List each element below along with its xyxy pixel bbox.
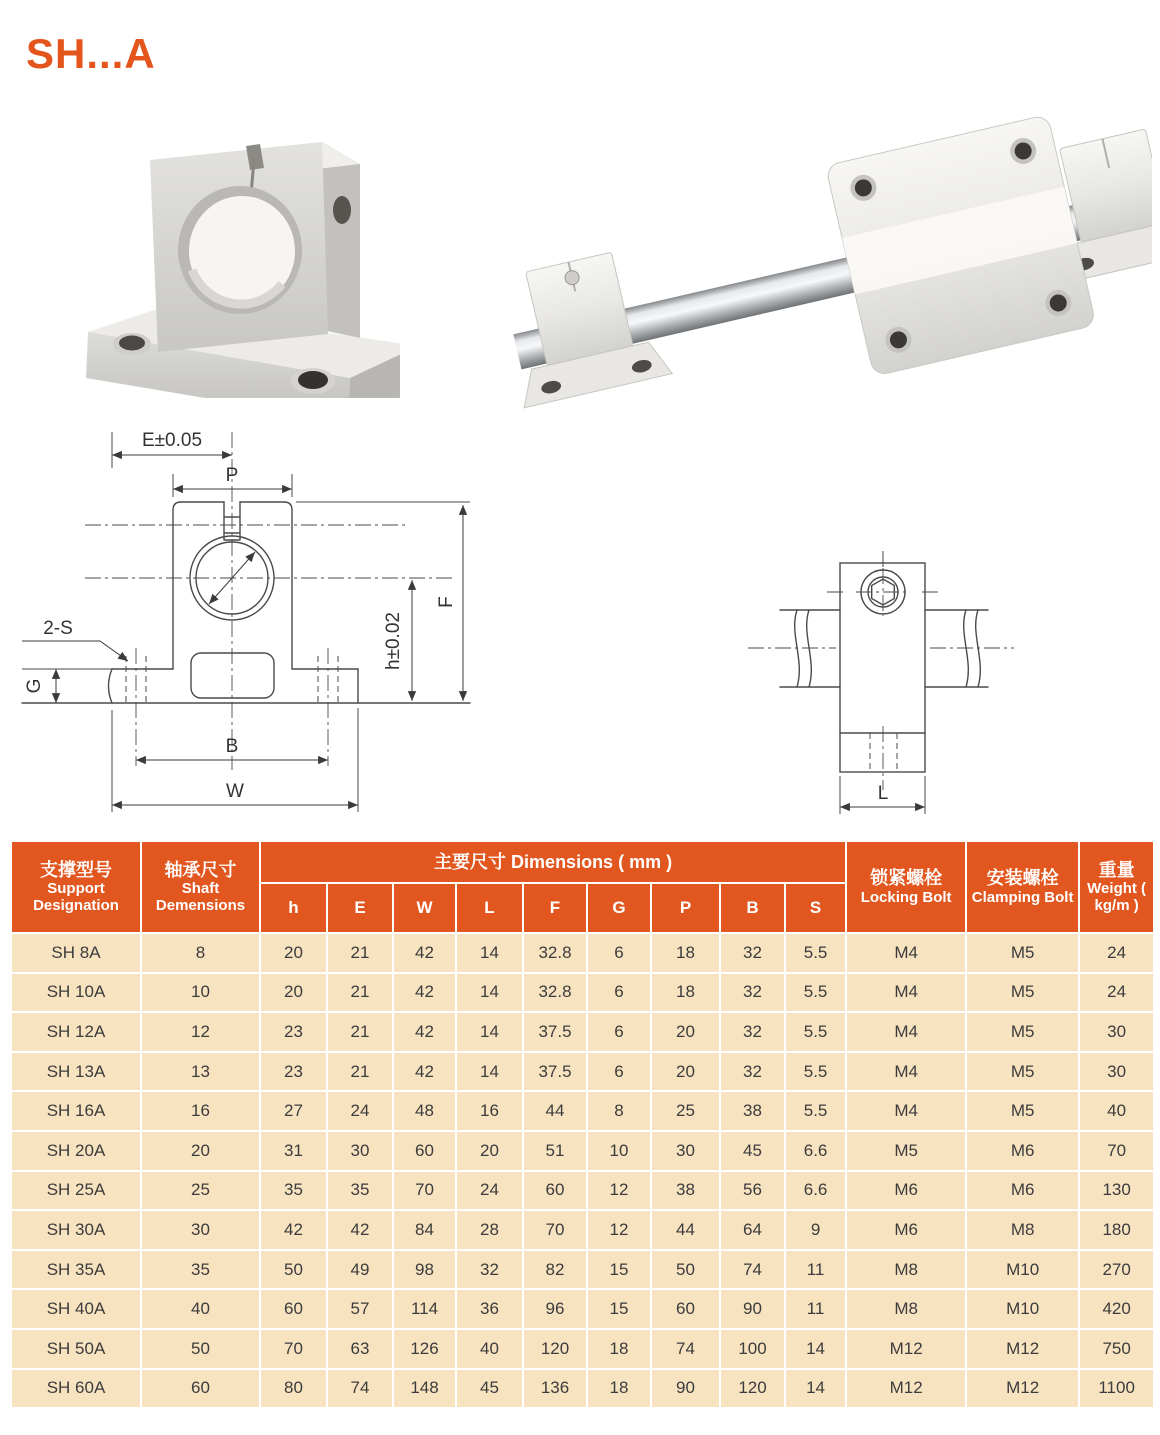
header-weight-en: Weight ( kg/m ) bbox=[1087, 880, 1147, 915]
value-cell: 48 bbox=[393, 1091, 456, 1131]
value-cell: 49 bbox=[327, 1250, 393, 1290]
model-cell: SH 13A bbox=[11, 1052, 141, 1092]
page-title: SH...A bbox=[26, 30, 156, 77]
table-row bbox=[11, 973, 1154, 1013]
value-cell: 10 bbox=[141, 973, 260, 1013]
value-cell: 14 bbox=[785, 1369, 846, 1409]
header-col-w: W bbox=[393, 883, 456, 933]
value-cell: M5 bbox=[966, 1012, 1079, 1052]
value-cell: 270 bbox=[1079, 1250, 1154, 1290]
header-col-b: B bbox=[720, 883, 785, 933]
value-cell: M6 bbox=[966, 1131, 1079, 1171]
value-cell: 44 bbox=[651, 1210, 720, 1250]
technical-drawing bbox=[0, 400, 1160, 835]
table-row bbox=[11, 1329, 1154, 1369]
value-cell: 44 bbox=[523, 1091, 587, 1131]
spec-table bbox=[10, 840, 1155, 1409]
value-cell: 42 bbox=[393, 973, 456, 1013]
header-col-l: L bbox=[456, 883, 523, 933]
model-cell: SH 60A bbox=[11, 1369, 141, 1409]
value-cell: 8 bbox=[141, 933, 260, 973]
value-cell: 20 bbox=[260, 973, 327, 1013]
value-cell: 21 bbox=[327, 1012, 393, 1052]
value-cell: 20 bbox=[141, 1131, 260, 1171]
value-cell: 42 bbox=[393, 1052, 456, 1092]
value-cell: 60 bbox=[651, 1289, 720, 1329]
value-cell: 750 bbox=[1079, 1329, 1154, 1369]
value-cell: 1100 bbox=[1079, 1369, 1154, 1409]
dim-label-g: G bbox=[24, 678, 45, 694]
value-cell: 74 bbox=[327, 1369, 393, 1409]
value-cell: 90 bbox=[720, 1289, 785, 1329]
value-cell: M4 bbox=[846, 1012, 966, 1052]
value-cell: 80 bbox=[260, 1369, 327, 1409]
value-cell: M4 bbox=[846, 1052, 966, 1092]
value-cell: M5 bbox=[966, 1052, 1079, 1092]
value-cell: 25 bbox=[651, 1091, 720, 1131]
value-cell: M6 bbox=[966, 1171, 1079, 1211]
dim-label-e: E±0.05 bbox=[141, 430, 203, 451]
value-cell: 32 bbox=[720, 1012, 785, 1052]
value-cell: 40 bbox=[141, 1289, 260, 1329]
value-cell: 126 bbox=[393, 1329, 456, 1369]
dim-label-p: P bbox=[225, 465, 239, 486]
value-cell: 90 bbox=[651, 1369, 720, 1409]
value-cell: 10 bbox=[587, 1131, 651, 1171]
value-cell: 14 bbox=[456, 973, 523, 1013]
value-cell: M4 bbox=[846, 973, 966, 1013]
value-cell: M6 bbox=[846, 1171, 966, 1211]
value-cell: 74 bbox=[651, 1329, 720, 1369]
value-cell: 74 bbox=[720, 1250, 785, 1290]
value-cell: 32 bbox=[720, 933, 785, 973]
value-cell: 18 bbox=[651, 933, 720, 973]
value-cell: 45 bbox=[720, 1131, 785, 1171]
value-cell: 70 bbox=[393, 1171, 456, 1211]
value-cell: 40 bbox=[1079, 1091, 1154, 1131]
value-cell: 42 bbox=[327, 1210, 393, 1250]
value-cell: 5.5 bbox=[785, 933, 846, 973]
value-cell: M8 bbox=[846, 1250, 966, 1290]
value-cell: 21 bbox=[327, 1052, 393, 1092]
header-col-g: G bbox=[587, 883, 651, 933]
value-cell: 14 bbox=[456, 1052, 523, 1092]
model-cell: SH 35A bbox=[11, 1250, 141, 1290]
value-cell: 148 bbox=[393, 1369, 456, 1409]
value-cell: 16 bbox=[141, 1091, 260, 1131]
value-cell: 24 bbox=[1079, 933, 1154, 973]
header-shaft-zh: 轴承尺寸 bbox=[164, 859, 237, 880]
value-cell: 25 bbox=[141, 1171, 260, 1211]
header-locking-bolt bbox=[846, 841, 966, 933]
model-cell: SH 12A bbox=[11, 1012, 141, 1052]
header-weight-zh: 重量 bbox=[1098, 859, 1135, 880]
value-cell: 9 bbox=[785, 1210, 846, 1250]
value-cell: 31 bbox=[260, 1131, 327, 1171]
model-cell: SH 20A bbox=[11, 1131, 141, 1171]
value-cell: 35 bbox=[327, 1171, 393, 1211]
value-cell: M5 bbox=[846, 1131, 966, 1171]
value-cell: 11 bbox=[785, 1289, 846, 1329]
header-shaft-en: Shaft Demensions bbox=[155, 880, 246, 915]
value-cell: 16 bbox=[456, 1091, 523, 1131]
value-cell: 420 bbox=[1079, 1289, 1154, 1329]
value-cell: 32 bbox=[720, 1052, 785, 1092]
value-cell: 70 bbox=[523, 1210, 587, 1250]
value-cell: M10 bbox=[966, 1289, 1079, 1329]
value-cell: 6 bbox=[587, 1012, 651, 1052]
model-cell: SH 50A bbox=[11, 1329, 141, 1369]
header-support-en: Support Designation bbox=[33, 880, 119, 915]
value-cell: 6.6 bbox=[785, 1171, 846, 1211]
header-col-e: E bbox=[327, 883, 393, 933]
value-cell: 50 bbox=[651, 1250, 720, 1290]
value-cell: 30 bbox=[651, 1131, 720, 1171]
value-cell: 45 bbox=[456, 1369, 523, 1409]
dim-label-l: L bbox=[877, 783, 889, 804]
value-cell: M12 bbox=[966, 1329, 1079, 1369]
value-cell: 24 bbox=[456, 1171, 523, 1211]
value-cell: 42 bbox=[260, 1210, 327, 1250]
value-cell: 30 bbox=[1079, 1052, 1154, 1092]
value-cell: 96 bbox=[523, 1289, 587, 1329]
value-cell: M4 bbox=[846, 933, 966, 973]
value-cell: 98 bbox=[393, 1250, 456, 1290]
value-cell: 18 bbox=[587, 1329, 651, 1369]
value-cell: 35 bbox=[141, 1250, 260, 1290]
header-col-s: S bbox=[785, 883, 846, 933]
value-cell: 32.8 bbox=[523, 933, 587, 973]
header-locking-en: Locking Bolt bbox=[860, 888, 952, 906]
value-cell: 32 bbox=[720, 973, 785, 1013]
value-cell: 40 bbox=[456, 1329, 523, 1369]
value-cell: 38 bbox=[651, 1171, 720, 1211]
dim-label-f: F bbox=[436, 596, 457, 608]
value-cell: 13 bbox=[141, 1052, 260, 1092]
header-col-f: F bbox=[523, 883, 587, 933]
value-cell: 5.5 bbox=[785, 973, 846, 1013]
value-cell: 100 bbox=[720, 1329, 785, 1369]
value-cell: M4 bbox=[846, 1091, 966, 1131]
value-cell: 6 bbox=[587, 933, 651, 973]
value-cell: 38 bbox=[720, 1091, 785, 1131]
table-row bbox=[11, 1091, 1154, 1131]
model-cell: SH 10A bbox=[11, 973, 141, 1013]
front-view-centerlines bbox=[85, 432, 452, 770]
value-cell: 20 bbox=[456, 1131, 523, 1171]
value-cell: 32 bbox=[456, 1250, 523, 1290]
table-row bbox=[11, 1289, 1154, 1329]
value-cell: 32.8 bbox=[523, 973, 587, 1013]
value-cell: 21 bbox=[327, 933, 393, 973]
value-cell: 60 bbox=[393, 1131, 456, 1171]
front-view-dimensions bbox=[22, 430, 470, 812]
value-cell: 11 bbox=[785, 1250, 846, 1290]
model-cell: SH 25A bbox=[11, 1171, 141, 1211]
value-cell: 14 bbox=[456, 933, 523, 973]
value-cell: 30 bbox=[327, 1131, 393, 1171]
value-cell: 57 bbox=[327, 1289, 393, 1329]
table-row bbox=[11, 1210, 1154, 1250]
value-cell: 20 bbox=[651, 1052, 720, 1092]
value-cell: M8 bbox=[846, 1289, 966, 1329]
value-cell: 120 bbox=[523, 1329, 587, 1369]
value-cell: 6 bbox=[587, 973, 651, 1013]
value-cell: M5 bbox=[966, 973, 1079, 1013]
header-shaft bbox=[141, 841, 260, 933]
value-cell: 20 bbox=[651, 1012, 720, 1052]
value-cell: 23 bbox=[260, 1052, 327, 1092]
value-cell: 35 bbox=[260, 1171, 327, 1211]
table-row bbox=[11, 1369, 1154, 1409]
value-cell: 24 bbox=[327, 1091, 393, 1131]
value-cell: M8 bbox=[966, 1210, 1079, 1250]
model-cell: SH 30A bbox=[11, 1210, 141, 1250]
table-row bbox=[11, 1052, 1154, 1092]
header-clamping-en: Clamping Bolt bbox=[971, 888, 1074, 906]
value-cell: 12 bbox=[141, 1012, 260, 1052]
value-cell: 5.5 bbox=[785, 1052, 846, 1092]
value-cell: M5 bbox=[966, 1091, 1079, 1131]
value-cell: 37.5 bbox=[523, 1012, 587, 1052]
header-clamping-zh: 安装螺栓 bbox=[986, 868, 1059, 889]
value-cell: 60 bbox=[260, 1289, 327, 1329]
dim-label-h: h±0.02 bbox=[383, 612, 404, 670]
header-dimensions bbox=[260, 841, 846, 883]
value-cell: 8 bbox=[587, 1091, 651, 1131]
table-row bbox=[11, 1131, 1154, 1171]
value-cell: 120 bbox=[720, 1369, 785, 1409]
table-row bbox=[11, 1171, 1154, 1211]
front-view-outline bbox=[22, 502, 470, 703]
value-cell: 42 bbox=[393, 933, 456, 973]
value-cell: 6.6 bbox=[785, 1131, 846, 1171]
table-row bbox=[11, 1012, 1154, 1052]
header-support bbox=[11, 841, 141, 933]
header-col-h: h bbox=[260, 883, 327, 933]
value-cell: 23 bbox=[260, 1012, 327, 1052]
header-dimensions-label: 主要尺寸 Dimensions ( mm ) bbox=[434, 851, 673, 872]
table-row bbox=[11, 1250, 1154, 1290]
value-cell: 14 bbox=[785, 1329, 846, 1369]
value-cell: 12 bbox=[587, 1171, 651, 1211]
value-cell: M5 bbox=[966, 933, 1079, 973]
value-cell: M6 bbox=[846, 1210, 966, 1250]
value-cell: 30 bbox=[141, 1210, 260, 1250]
value-cell: 180 bbox=[1079, 1210, 1154, 1250]
value-cell: 70 bbox=[1079, 1131, 1154, 1171]
value-cell: 60 bbox=[523, 1171, 587, 1211]
value-cell: 12 bbox=[587, 1210, 651, 1250]
value-cell: 136 bbox=[523, 1369, 587, 1409]
value-cell: 15 bbox=[587, 1250, 651, 1290]
header-locking-zh: 锁紧螺栓 bbox=[870, 868, 943, 889]
value-cell: 28 bbox=[456, 1210, 523, 1250]
shaft-assembly-photo bbox=[480, 85, 1152, 415]
value-cell: 5.5 bbox=[785, 1012, 846, 1052]
label-2s: 2-S bbox=[43, 618, 73, 639]
shaft-support-photo bbox=[70, 88, 400, 398]
model-cell: SH 40A bbox=[11, 1289, 141, 1329]
value-cell: 27 bbox=[260, 1091, 327, 1131]
value-cell: 36 bbox=[456, 1289, 523, 1329]
value-cell: M10 bbox=[966, 1250, 1079, 1290]
value-cell: 20 bbox=[260, 933, 327, 973]
value-cell: 6 bbox=[587, 1052, 651, 1092]
value-cell: 21 bbox=[327, 973, 393, 1013]
header-clamping-bolt bbox=[966, 841, 1079, 933]
value-cell: 64 bbox=[720, 1210, 785, 1250]
header-row-main bbox=[11, 841, 1154, 883]
value-cell: M12 bbox=[846, 1329, 966, 1369]
value-cell: M12 bbox=[966, 1369, 1079, 1409]
value-cell: 18 bbox=[587, 1369, 651, 1409]
value-cell: 84 bbox=[393, 1210, 456, 1250]
side-view bbox=[748, 551, 1014, 814]
value-cell: 15 bbox=[587, 1289, 651, 1329]
model-cell: SH 16A bbox=[11, 1091, 141, 1131]
value-cell: 82 bbox=[523, 1250, 587, 1290]
dim-label-b: B bbox=[225, 736, 239, 757]
value-cell: 56 bbox=[720, 1171, 785, 1211]
value-cell: 18 bbox=[651, 973, 720, 1013]
value-cell: 51 bbox=[523, 1131, 587, 1171]
value-cell: 30 bbox=[1079, 1012, 1154, 1052]
value-cell: 37.5 bbox=[523, 1052, 587, 1092]
value-cell: 63 bbox=[327, 1329, 393, 1369]
dim-label-w: W bbox=[226, 781, 244, 802]
value-cell: 70 bbox=[260, 1329, 327, 1369]
value-cell: 5.5 bbox=[785, 1091, 846, 1131]
value-cell: M12 bbox=[846, 1369, 966, 1409]
value-cell: 50 bbox=[260, 1250, 327, 1290]
model-cell: SH 8A bbox=[11, 933, 141, 973]
table-row bbox=[11, 933, 1154, 973]
header-col-p: P bbox=[651, 883, 720, 933]
value-cell: 24 bbox=[1079, 973, 1154, 1013]
value-cell: 130 bbox=[1079, 1171, 1154, 1211]
header-support-zh: 支撑型号 bbox=[40, 859, 112, 880]
value-cell: 42 bbox=[393, 1012, 456, 1052]
value-cell: 60 bbox=[141, 1369, 260, 1409]
value-cell: 114 bbox=[393, 1289, 456, 1329]
header-weight bbox=[1079, 841, 1154, 933]
value-cell: 14 bbox=[456, 1012, 523, 1052]
spec-table-body bbox=[11, 933, 1154, 1408]
value-cell: 50 bbox=[141, 1329, 260, 1369]
